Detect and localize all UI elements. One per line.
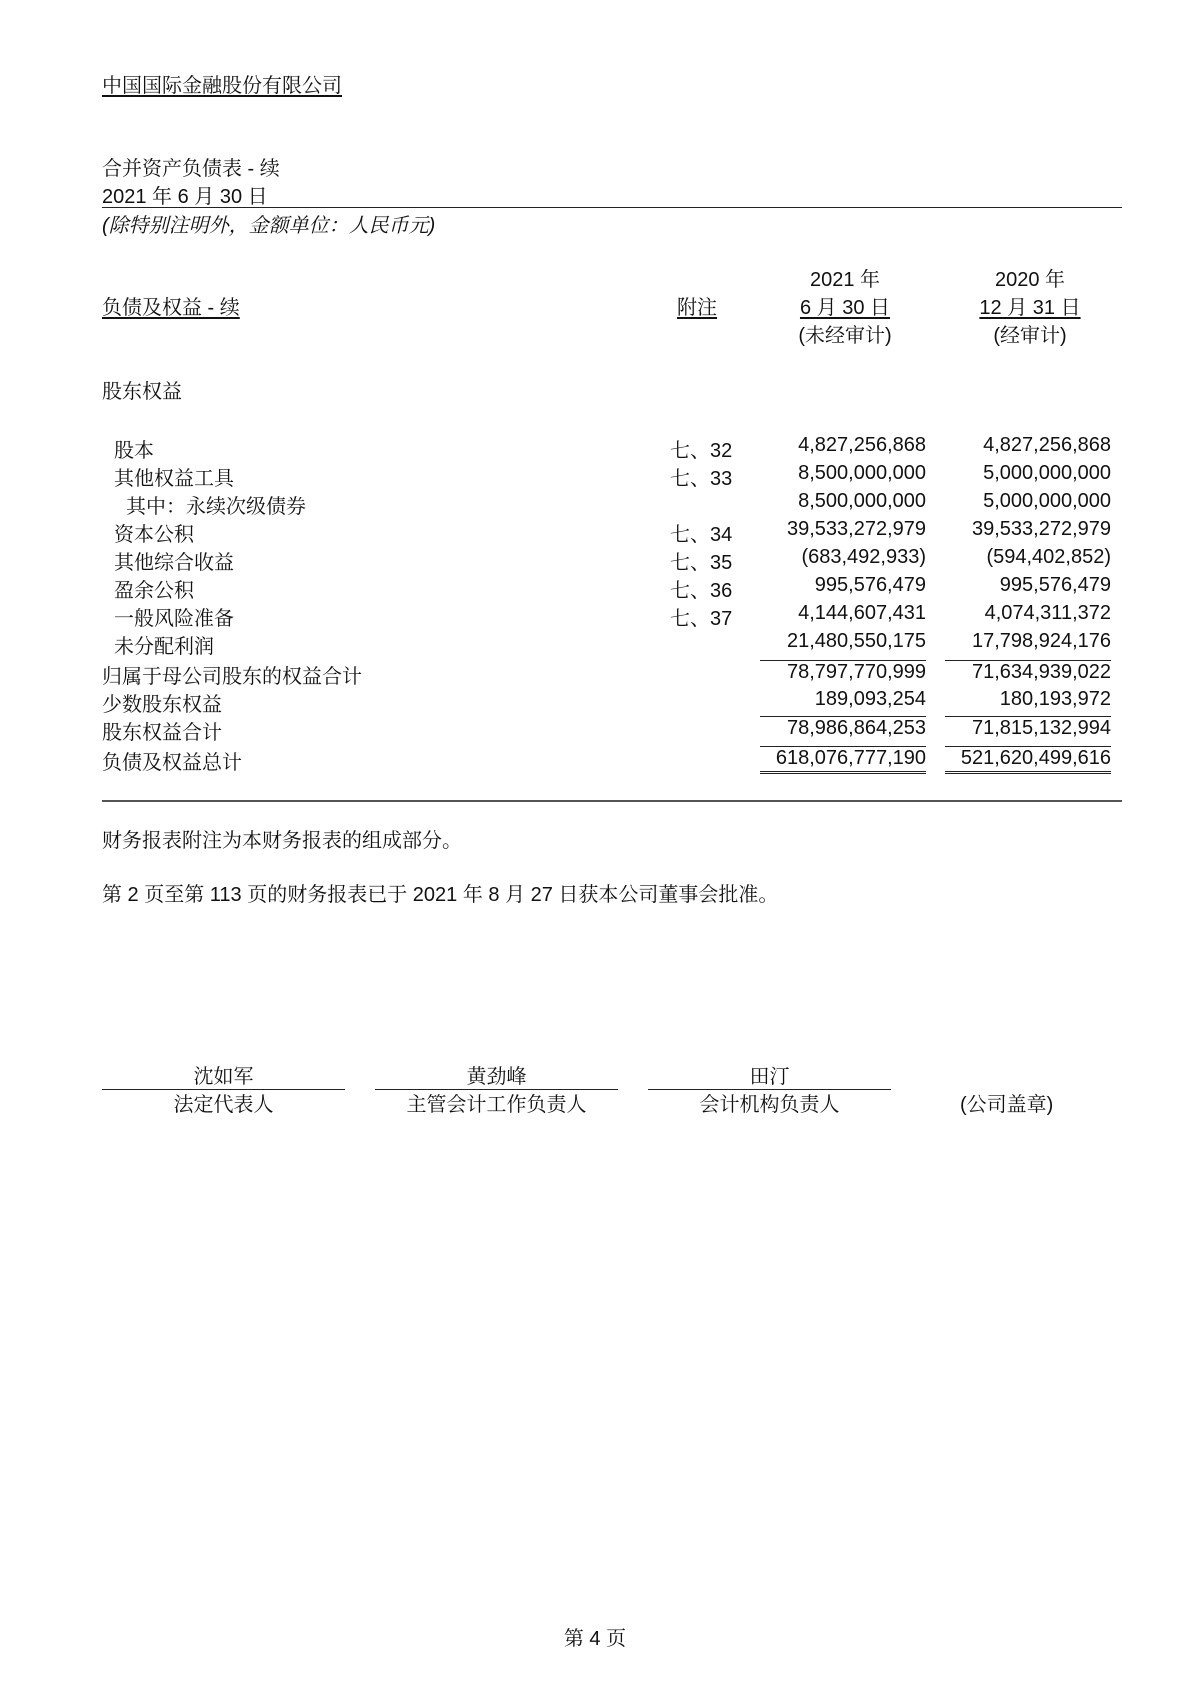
row-label: 其他权益工具 [114, 468, 234, 490]
signature-accounting-head [375, 1065, 618, 1118]
row-label: 负债及权益总计 [102, 752, 242, 774]
table-row [0, 460, 1190, 488]
row-label: 盈余公积 [114, 580, 194, 602]
row-label: 股本 [114, 440, 154, 462]
signature-name: 田汀 [648, 1065, 891, 1090]
row-prior-value: 521,620,499,616 [945, 746, 1111, 774]
row-note: 七、33 [670, 468, 733, 490]
row-current-value: (683,492,933) [801, 546, 926, 568]
row-label: 股东权益合计 [102, 722, 222, 744]
company-name: 中国国际金融股份有限公司 [102, 75, 342, 97]
table-row [0, 488, 1190, 516]
table-row [0, 600, 1190, 628]
footnote-approval: 第 2 页至第 113 页的财务报表已于 2021 年 8 月 27 日获本公司董事会批准。 [102, 884, 779, 906]
statement-date: 2021 年 6 月 30 日 [102, 186, 268, 208]
table-end-rule [102, 800, 1122, 802]
row-prior-value: 39,533,272,979 [971, 518, 1111, 540]
row-prior-value: 4,827,256,868 [983, 434, 1111, 456]
page-number: 第 4 页 [563, 1628, 627, 1650]
row-label: 少数股东权益 [102, 694, 222, 716]
prior-date: 12 月 31 日 [979, 297, 1081, 319]
statement-title: 合并资产负债表 - 续 [102, 158, 280, 180]
row-prior-value: 71,634,939,022 [945, 660, 1111, 684]
row-note: 七、36 [670, 580, 733, 602]
header-rule [102, 207, 1122, 208]
footnote-notes-part: 财务报表附注为本财务报表的组成部分。 [102, 830, 462, 852]
row-prior-value: 5,000,000,000 [983, 462, 1111, 484]
row-label: 其中：永续次级债券 [126, 496, 306, 518]
row-prior-value: (594,402,852) [986, 546, 1111, 568]
row-note: 七、35 [670, 552, 733, 574]
row-label: 资本公积 [114, 524, 194, 546]
section-title: 股东权益 [102, 381, 182, 403]
row-prior-value: 180,193,972 [999, 688, 1111, 710]
signature-name: 沈如军 [102, 1065, 345, 1090]
current-year: 2021 年 [809, 269, 881, 291]
company-seal-label: (公司盖章) [960, 1094, 1054, 1116]
prior-audit-status: (经审计) [993, 325, 1067, 347]
row-current-value: 4,827,256,868 [798, 434, 926, 456]
row-prior-value: 5,000,000,000 [983, 490, 1111, 512]
signature-role: 法定代表人 [173, 1094, 274, 1116]
row-label: 其他综合收益 [114, 552, 234, 574]
row-current-value: 8,500,000,000 [798, 490, 926, 512]
table-row [0, 628, 1190, 656]
current-date: 6 月 30 日 [799, 297, 891, 319]
row-current-value: 189,093,254 [814, 688, 926, 710]
signature-name: 黄劲峰 [375, 1065, 618, 1090]
row-prior-value: 71,815,132,994 [945, 716, 1111, 740]
signature-role: 主管会计工作负责人 [406, 1094, 587, 1116]
table-row [0, 544, 1190, 572]
row-prior-value: 4,074,311,372 [984, 602, 1111, 624]
signature-legal-representative [102, 1065, 345, 1118]
table-row [0, 714, 1190, 742]
row-current-value: 618,076,777,190 [760, 746, 926, 774]
signature-role: 会计机构负责人 [699, 1094, 840, 1116]
row-current-value: 39,533,272,979 [786, 518, 926, 540]
row-current-value: 4,144,607,431 [798, 602, 926, 624]
table-row [0, 744, 1190, 772]
column-header-current [760, 266, 930, 350]
row-current-value: 995,576,479 [814, 574, 926, 596]
row-prior-value: 995,576,479 [999, 574, 1111, 596]
column-header-prior [945, 266, 1115, 350]
table-row [0, 516, 1190, 544]
row-current-value: 78,797,770,999 [760, 660, 926, 684]
column-header-note: 附注 [677, 297, 717, 319]
table-row [0, 572, 1190, 600]
table-row [0, 658, 1190, 686]
row-prior-value: 17,798,924,176 [971, 630, 1111, 652]
current-audit-status: (未经审计) [798, 325, 892, 347]
row-note: 七、37 [670, 608, 733, 630]
unit-note: (除特别注明外，金额单位：人民币元) [102, 215, 436, 237]
prior-year: 2020 年 [994, 269, 1066, 291]
row-note: 七、34 [670, 524, 733, 546]
column-header-label: 负债及权益 - 续 [102, 297, 240, 319]
row-current-value: 21,480,550,175 [786, 630, 926, 652]
signature-accounting-department-head [648, 1065, 891, 1118]
row-current-value: 8,500,000,000 [798, 462, 926, 484]
table-row [0, 432, 1190, 460]
row-current-value: 78,986,864,253 [760, 716, 926, 740]
table-row [0, 686, 1190, 714]
row-note: 七、32 [670, 440, 733, 462]
row-label: 未分配利润 [114, 636, 214, 658]
row-label: 一般风险准备 [114, 608, 234, 630]
row-label: 归属于母公司股东的权益合计 [102, 666, 362, 688]
